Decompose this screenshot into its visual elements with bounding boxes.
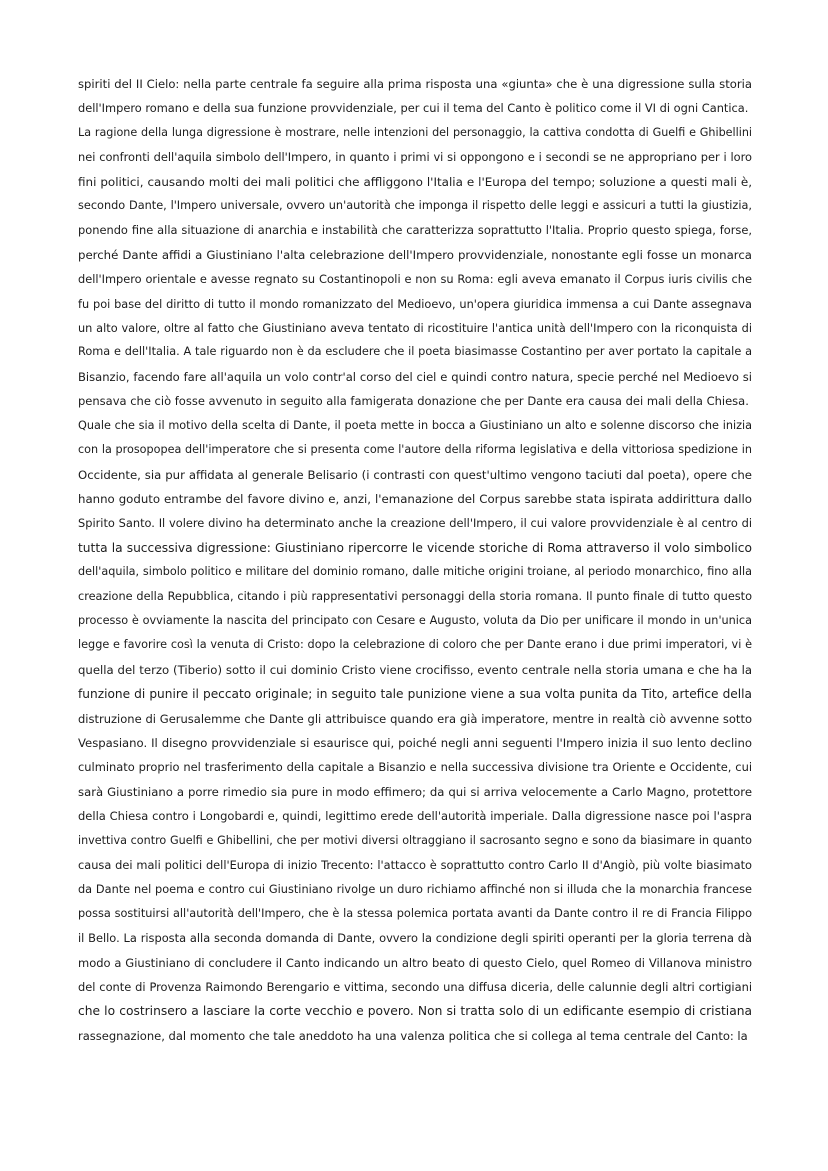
text-line: culminato proprio nel trasferimento della capitale a Bisanzio e nella successiva divisione tra Oriente e Occidente, cui	[78, 760, 752, 775]
text-line: processo è ovviamente la nascita del principato con Cesare e Augusto, voluta da Dio per unificare il mondo in un'unica	[78, 613, 752, 627]
text-line: il Bello. La risposta alla seconda domanda di Dante, ovvero la condizione degli spiriti operanti per la gloria terrena dà	[78, 931, 752, 946]
text-line: legge e favorire così la venuta di Cristo: dopo la celebrazione di coloro che per Dante erano i due primi imperatori, vi è	[78, 638, 752, 652]
text-line: dell'aquila, simbolo politico e militare del dominio romano, dalle mitiche origini troiane, al periodo monarchico, fino alla	[78, 565, 752, 579]
text-line: rassegnazione, dal momento che tale aneddoto ha una valenza politica che si collega al tema centrale del Canto: la	[78, 1028, 748, 1043]
text-line: fu poi base del diritto di tutto il mondo romanizzato del Medioevo, un'opera giuridica immensa a cui Dante assegnava	[78, 296, 752, 311]
text-line: sarà Giustiniano a porre rimedio sia pure in modo effimero; da qui si arriva velocemente a Carlo Magno, protettore	[78, 784, 752, 799]
text-line: con la prosopopea dell'imperatore che si presenta come l'autore della riforma legislativa e della vittoriosa spedizione in	[78, 443, 752, 457]
document-page	[78, 72, 752, 1048]
text-line: dell'Impero orientale e avesse regnato su Costantinopoli e non su Roma: egli aveva emanato il Corpus iuris civilis che	[78, 272, 752, 287]
paragraph-1	[78, 72, 752, 121]
text-line: Roma e dell'Italia. A tale riguardo non è da escludere che il poeta biasimasse Costantino per aver portato la capitale a	[78, 345, 752, 359]
text-line: del conte di Provenza Raimondo Berengario e vittima, secondo una diffusa diceria, delle calunnie degli altri cortigiani	[78, 980, 752, 995]
text-line: funzione di punire il peccato originale; in seguito tale punizione viene a sua volta punita da Tito, artefice della	[78, 687, 752, 702]
text-line: invettiva contro Guelfi e Ghibellini, che per motivi diversi oltraggiano il sacrosanto segno e sono da biasimare in quanto	[78, 833, 752, 847]
paragraph-3	[78, 414, 752, 1049]
text-line: Spirito Santo. Il volere divino ha determinato anche la creazione dell'Impero, il cui valore provvidenziale è al centro di	[78, 516, 752, 531]
text-line: hanno goduto entrambe del favore divino e, anzi, l'emanazione del Corpus sarebbe stata ispirata addirittura dallo	[78, 491, 752, 506]
text-line: fini politici, causando molti dei mali politici che affliggono l'Italia e l'Europa del tempo; soluzione a questi mali è,	[78, 174, 752, 189]
text-line: distruzione di Gerusalemme che Dante gli attribuisce quando era già imperatore, mentre in realtà ciò avvenne sotto	[78, 711, 752, 726]
text-line: Bisanzio, facendo fare all'aquila un volo contr'al corso del ciel e quindi contro natura, specie perché nel Medioevo si	[78, 369, 752, 384]
text-line: possa sostituirsi all'autorità dell'Impero, che è la stessa polemica portata avanti da Dante contro il re di Francia Filippo	[78, 906, 752, 920]
text-line: nei confronti dell'aquila simbolo dell'Impero, in quanto i primi vi si oppongono e i secondi se ne appropriano per i loro	[78, 150, 752, 165]
paragraph-2	[78, 121, 752, 414]
text-line: Vespasiano. Il disegno provvidenziale si esaurisce qui, poiché negli anni seguenti l'Impero inizia il suo lento declino	[78, 735, 752, 750]
text-line: un alto valore, oltre al fatto che Giustiniano aveva tentato di ricostituire l'antica unità dell'Impero con la riconquista di	[78, 321, 752, 336]
text-line: creazione della Repubblica, citando i più rappresentativi personaggi della storia romana. Il punto finale di tutto questo	[78, 589, 752, 603]
text-line: da Dante nel poema e contro cui Giustiniano rivolge un duro richiamo affinché non si illuda che la monarchia francese	[78, 882, 752, 897]
text-line: Quale che sia il motivo della scelta di Dante, il poeta mette in bocca a Giustiniano un alto e solenne discorso che inizia	[78, 418, 752, 432]
text-line: tutta la successiva digressione: Giustiniano ripercorre le vicende storiche di Roma attraverso il volo simbolico	[78, 540, 752, 555]
text-line: La ragione della lunga digressione è mostrare, nelle intenzioni del personaggio, la cattiva condotta di Guelfi e Ghibellini	[78, 125, 752, 139]
text-line: spiriti del II Cielo: nella parte centrale fa seguire alla prima risposta una «giunta» che è una digressione sulla storia	[78, 77, 752, 91]
text-line: secondo Dante, l'Impero universale, ovvero un'autorità che imponga il rispetto delle leggi e assicuri a tutti la giustizia,	[78, 199, 752, 213]
text-line: che lo costrinsero a lasciare la corte vecchio e povero. Non si tratta solo di un edificante esempio di cristiana	[78, 1004, 752, 1019]
text-line: della Chiesa contro i Longobardi e, quindi, legittimo erede dell'autorità imperiale. Dalla digressione nasce poi l'aspra	[78, 809, 752, 824]
text-line: ponendo fine alla situazione di anarchia e instabilità che caratterizza soprattutto l'Italia. Proprio questo spiega, forse,	[78, 223, 752, 238]
text-line: dell'Impero romano e della sua funzione provvidenziale, per cui il tema del Canto è politico come il VI di ogni Cantica.	[78, 101, 749, 116]
text-line: Occidente, sia pur affidata al generale Belisario (i contrasti con quest'ultimo vengono taciuti dal poeta), opere che	[78, 467, 752, 482]
text-line: causa dei mali politici dell'Europa di inizio Trecento: l'attacco è soprattutto contro Carlo II d'Angiò, più volte biasimato	[78, 858, 752, 872]
text-line: pensava che ciò fosse avvenuto in seguito alla famigerata donazione che per Dante era causa dei mali della Chiesa.	[78, 394, 749, 409]
text-line: quella del terzo (Tiberio) sotto il cui dominio Cristo viene crocifisso, evento centrale nella storia umana e che ha la	[78, 662, 752, 677]
text-line: perché Dante affidi a Giustiniano l'alta celebrazione dell'Impero provvidenziale, nonostante egli fosse un monarca	[78, 247, 752, 262]
text-line: modo a Giustiniano di concludere il Canto indicando un altro beato di questo Cielo, quel Romeo di Villanova ministro	[78, 955, 752, 970]
